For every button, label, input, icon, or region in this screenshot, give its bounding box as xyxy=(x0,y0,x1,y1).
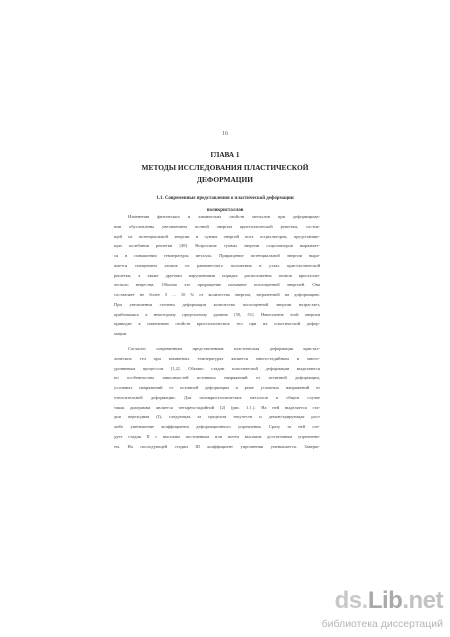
watermark-logo-ds: ds xyxy=(334,587,362,614)
text-line: жается смещением атомов из равновесного положения в узлах кристаллической xyxy=(114,262,320,268)
watermark-logo-net: .net xyxy=(402,587,443,614)
text-line: щих колебания решетки [49]. Возросшие суммы энергии осцилляторов выражает- xyxy=(114,243,320,249)
chapter-title-line: ДЕФОРМАЦИИ xyxy=(196,174,254,184)
text-line: нии обусловлены увеличением полной энергии кристаллической решетки, состоя- xyxy=(114,223,320,229)
paragraph-1 xyxy=(114,212,320,339)
chapter-title xyxy=(120,162,330,185)
text-line: дует стадия II с высоким постоянным или почти высоким достаточным упрочнени- xyxy=(114,433,320,439)
text-line: щей из потенциальной энергии и суммы энергий всех осцилляторов, представляю- xyxy=(114,233,320,239)
text-line: по особенностям зависимостей истинных напряжений от истинной деформации, xyxy=(114,375,320,381)
section-title-line: поликристаллов xyxy=(206,207,244,213)
text-line: ем. На последующей стадии III коэффициент упрочнения уменьшается. Заверш- xyxy=(114,443,320,449)
text-line: Изменения физических и химических свойств металлов при деформирова- xyxy=(128,214,320,219)
text-line: При увеличении степени деформации количество поглощенной энергии возрастает, xyxy=(114,301,320,307)
watermark-subtitle: библиотека диссертаций xyxy=(321,618,443,630)
section-title-line: 1.1. Современные представления о пластической деформации xyxy=(156,196,294,201)
text-line: ческого вещества. Обычно это приращение называют поглощенной энергией. Она xyxy=(114,282,320,288)
text-line: ся в повышении температуры металла. Приращение потенциальной энергии выра- xyxy=(114,253,320,258)
watermark-logo xyxy=(335,588,443,614)
text-line: либо уменьшение коэффициента деформационного упрочнения. Сразу за ней сле- xyxy=(114,424,320,429)
text-line: такая диаграмма является четырехстадийной [2] (рис. 1.1.). На ней выделяется ста- xyxy=(114,404,320,410)
watermark-logo-dot: . xyxy=(361,587,368,614)
dslib-watermark xyxy=(321,587,445,634)
text-line: лических тел при комнатных температурах является многостадийным и много- xyxy=(114,355,320,361)
text-line: условных напряжений от истинной деформации и реже условных напряжений от xyxy=(114,385,320,390)
text-line: уровневым процессом [1,2]. Обычно стадии пластической деформации выделяются xyxy=(114,365,320,371)
paragraph-2 xyxy=(114,344,320,451)
watermark-logo-lib: Lib xyxy=(367,587,403,614)
page-number: 16 xyxy=(222,131,228,137)
text-line: приближаясь к некоторому предельному уровню [50, 51]. Накопление этой энергии xyxy=(114,311,320,317)
text-line: относительной деформации. Для поликристаллических металлов в общем случае xyxy=(114,394,320,400)
text-line: приводит к изменению свойств кристаллических тел при их пластической дефор- xyxy=(114,321,320,327)
text-line: Согласно современным представлениям пластическая деформация кристал- xyxy=(128,346,320,351)
text-line: составляет не более 5 ... 10 % от количества энергии, затраченной на деформацию. xyxy=(114,292,320,297)
text-line: мации. xyxy=(114,331,128,336)
chapter-label: ГЛАВА 1 xyxy=(210,151,240,159)
text-line: решетки, а также другими нарушениями порядка расположения атомов кристалли- xyxy=(114,272,320,278)
chapter-title-line: МЕТОДЫ ИССЛЕДОВАНИЯ ПЛАСТИЧЕСКОЙ xyxy=(141,163,309,172)
text-line: дия переходная (I), следующая за пределом текучести и демонстрирующая рост xyxy=(114,414,320,420)
